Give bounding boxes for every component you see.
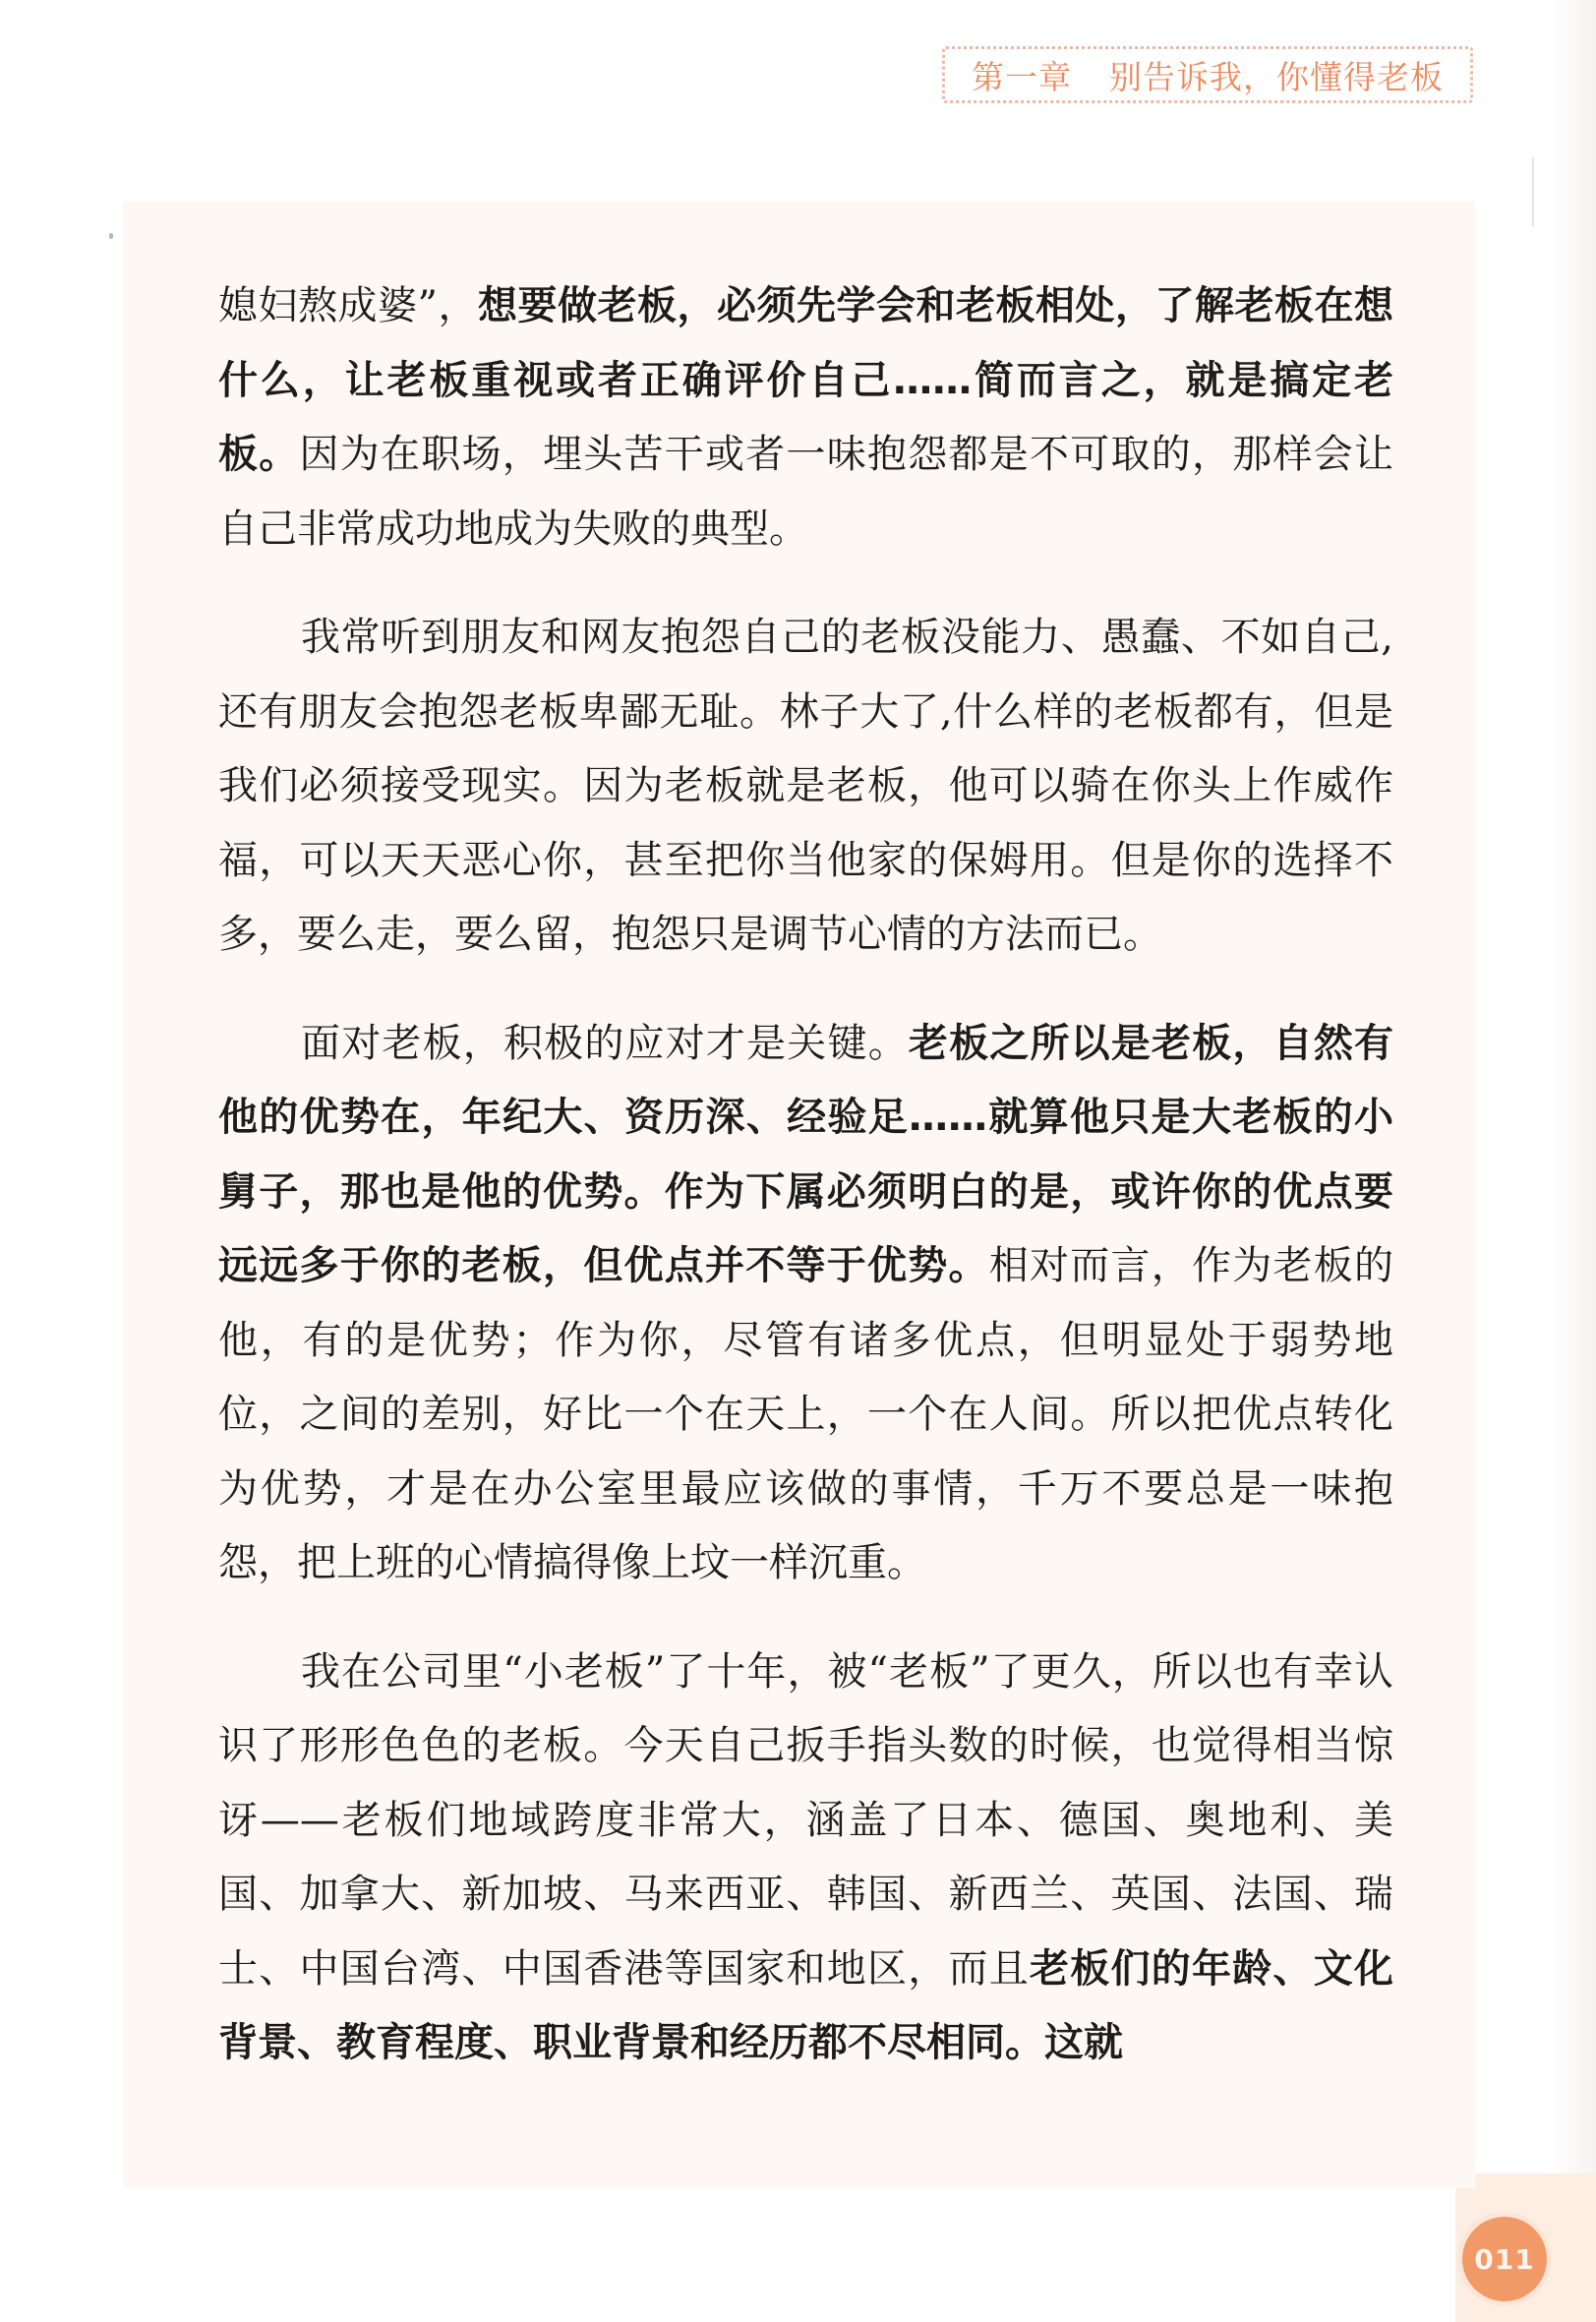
- body-text: [218, 269, 1393, 2115]
- paragraph: [218, 1007, 1393, 1601]
- paragraph: [218, 601, 1393, 973]
- emphasized-text: 老板们的年龄、文化背景、教育程度、职业背景和经历都不尽相同。这就: [218, 1945, 1393, 2065]
- scan-mark-right: [1532, 157, 1534, 226]
- text-run: 相对而言，作为老板的他，有的是优势；作为你，尽管有诸多优点，但明显处于弱势地位，之间的差别，好比一个在天上，一个在人间。所以把优点转化为优势，才是在办公室里最应该做的事情，千万不要总是一味抱怨，把上班的心情搞得像上坟一样沉重。: [218, 1243, 1393, 1585]
- text-run: 因为在职场，埋头苦干或者一味抱怨都是不可取的，那样会让自己非常成功地成为失败的典型。: [218, 432, 1393, 552]
- emphasized-text: 老板之所以是老板，自然有他的优势在，年纪大、资历深、经验足……就算他只是大老板的小舅子，那也是他的优势。作为下属必须明白的是，或许你的优点要远远多于你的老板，但优点并不等于优势。: [218, 1020, 1394, 1288]
- page-number: 011: [1474, 2242, 1535, 2276]
- emphasized-text: 想要做老板，必须先学会和老板相处，了解老板在想什么，让老板重视或者正确评价自己……简而言之，就是搞定老板。: [218, 283, 1394, 477]
- running-header-text: [972, 52, 1444, 98]
- page-right-edge: [1549, 0, 1596, 2322]
- chapter-title: 别告诉我，你懂得老板: [1109, 57, 1444, 96]
- text-run: 面对老板，积极的应对才是关键。: [301, 1020, 909, 1066]
- paragraph: [218, 1636, 1393, 2081]
- text-run: 我在公司里“小老板”了十年，被“老板”了更久，所以也有幸认识了形形色色的老板。今天自己扳手指头数的时候，也觉得相当惊讶——老板们地域跨度非常大，涵盖了日本、德国、奥地利、美国、加拿大、新加坡、马来西亚、韩国、新西兰、英国、法国、瑞士、中国台湾、中国香港等国家和地区，而且: [218, 1648, 1393, 1992]
- paragraph: [218, 269, 1393, 566]
- scan-mark: [109, 233, 113, 239]
- text-run: 我常听到朋友和网友抱怨自己的老板没能力、愚蠢、不如自己,还有朋友会抱怨老板卑鄙无耻。林子大了,什么样的老板都有，但是我们必须接受现实。因为老板就是老板，他可以骑在你头上作威作福，可以天天恶心你，甚至把你当他家的保姆用。但是你的选择不多，要么走，要么留，抱怨只是调节心情的方法而已。: [218, 615, 1393, 957]
- page-number-badge: [1462, 2217, 1547, 2301]
- running-header: [942, 46, 1473, 103]
- chapter-label: 第一章: [972, 57, 1072, 96]
- text-run: 媳妇熬成婆”，: [218, 283, 478, 328]
